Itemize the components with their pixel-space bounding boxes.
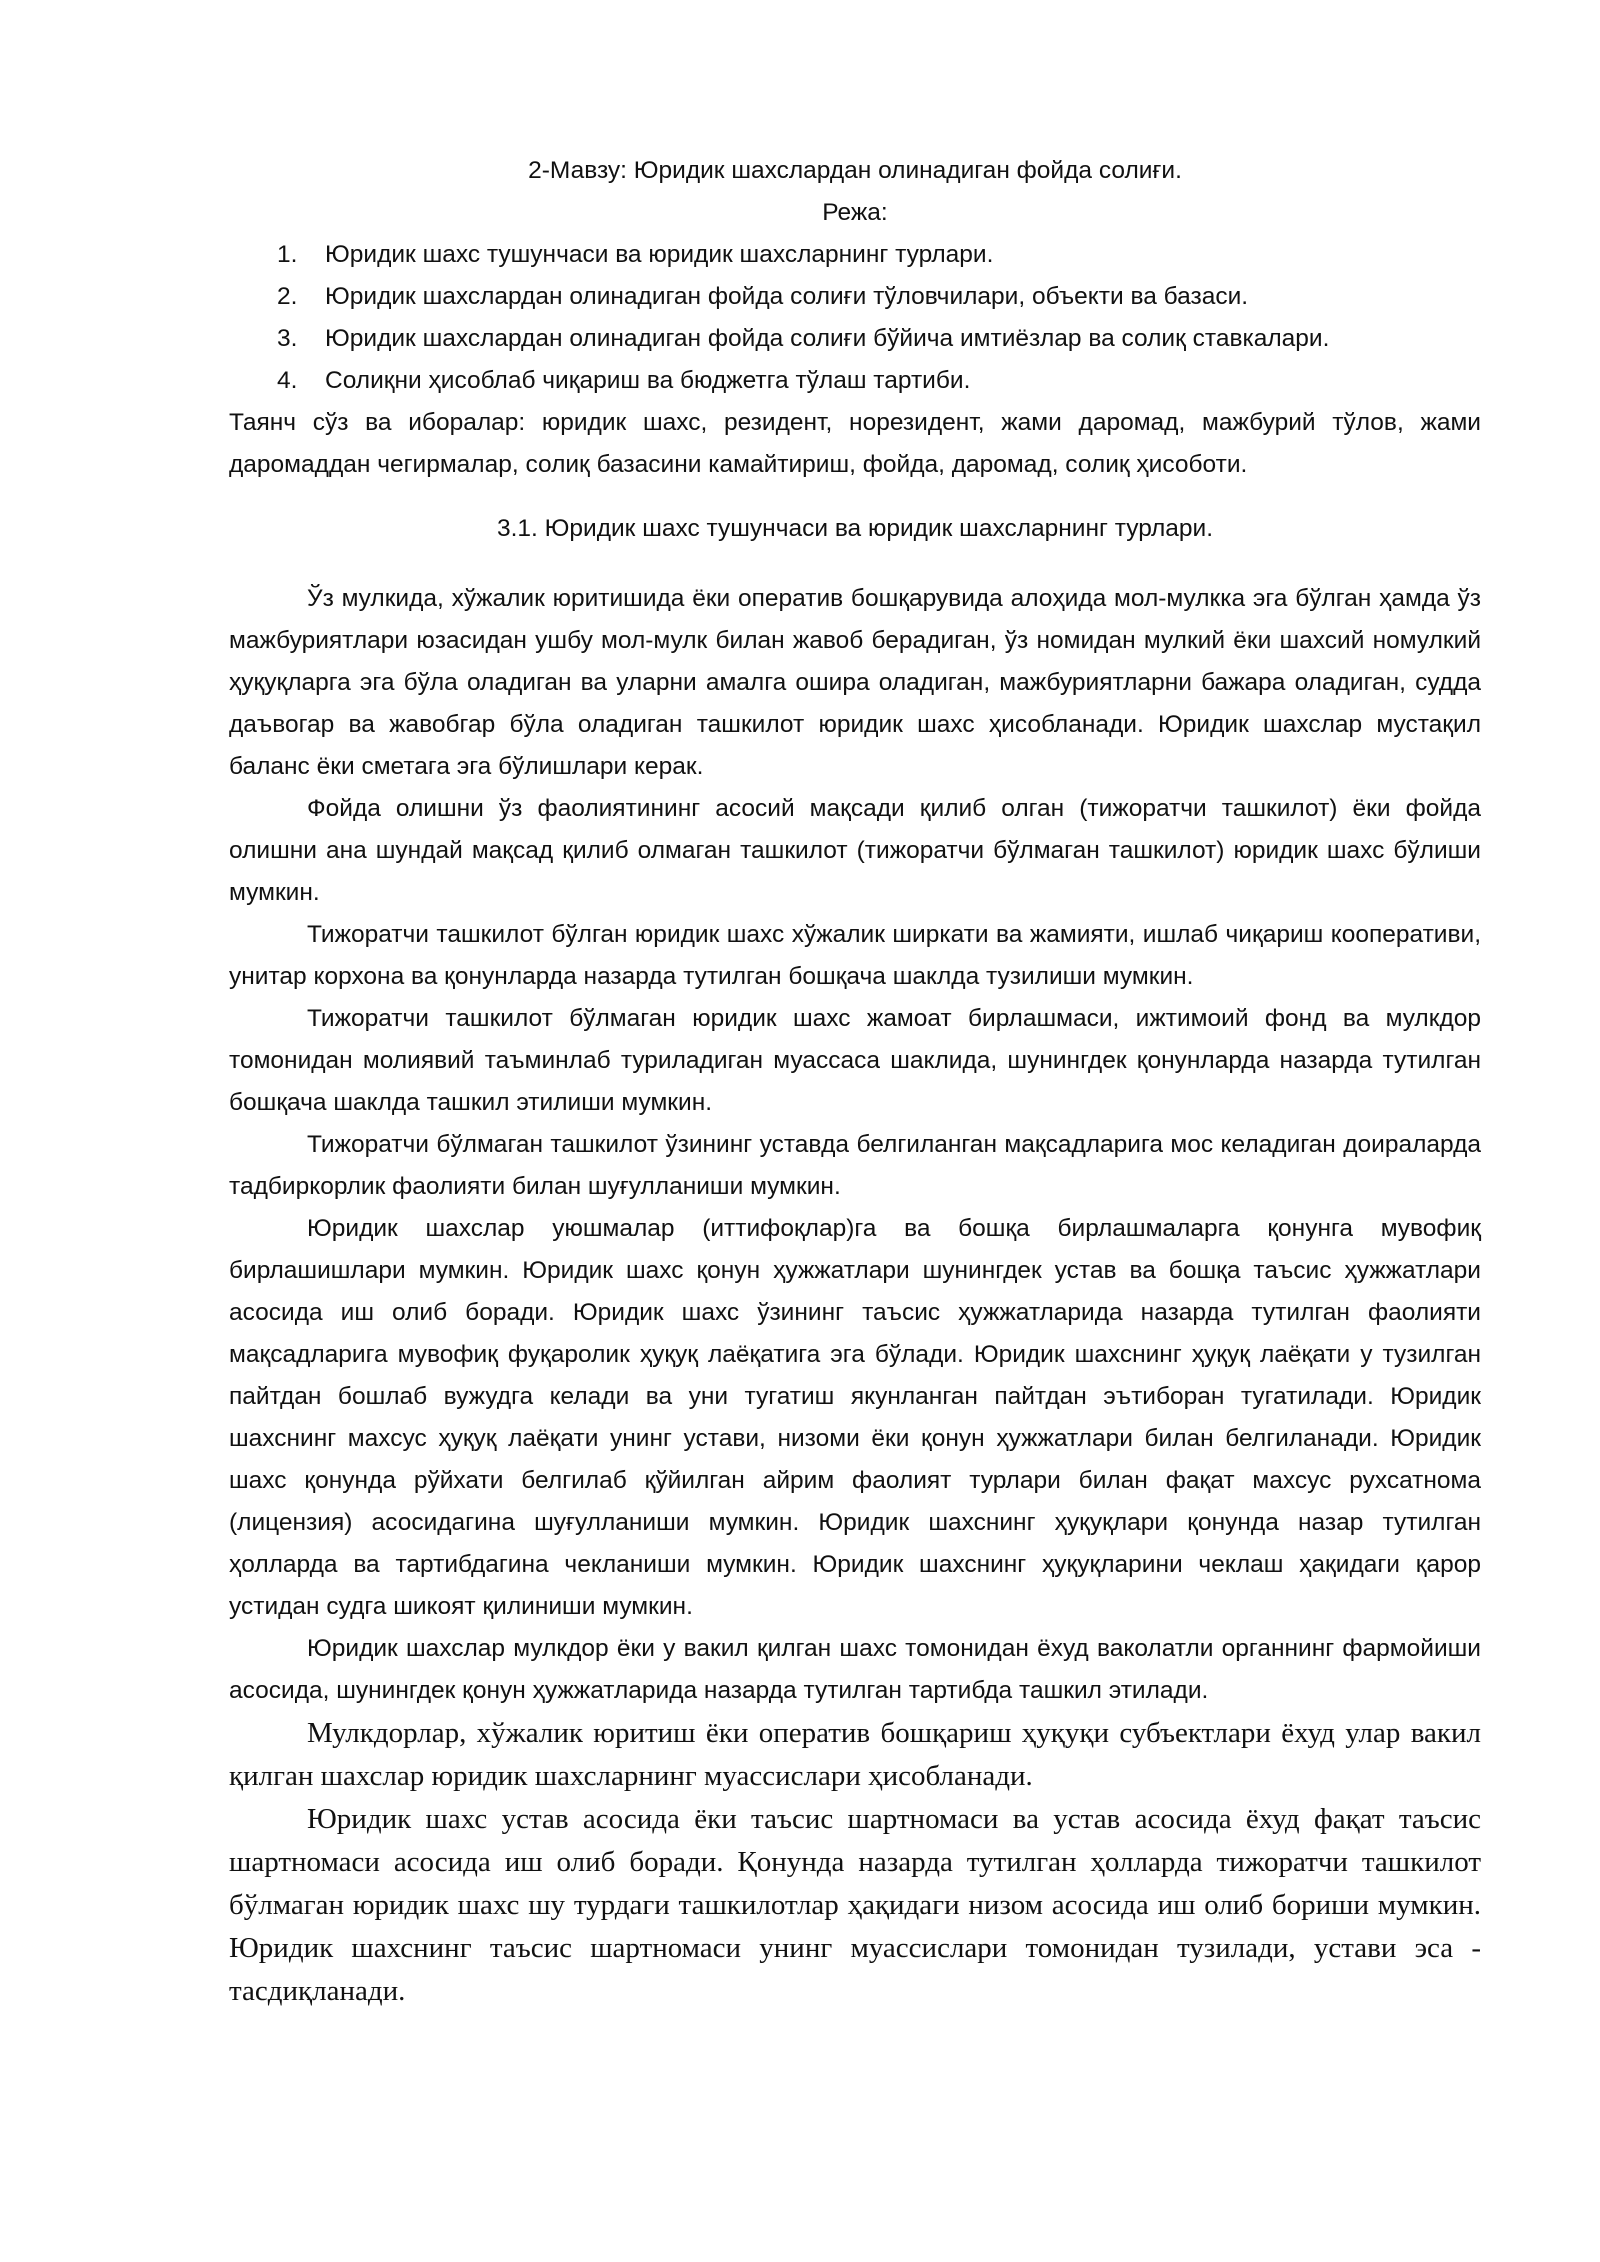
body-paragraph: Мулкдорлар, хўжалик юритиш ёки оператив бошқариш ҳуқуқи субъектлари ёхуд улар вакил қилган шахслар юридик шахсларнинг муассислари ҳисобланади.: [229, 1717, 1481, 1792]
plan-item: [229, 234, 1481, 276]
plan-item: [229, 276, 1481, 318]
document-page: [229, 150, 1481, 2013]
body-paragraph: Ўз мулкида, хўжалик юритишида ёки оператив бошқарувида алоҳида мол-мулкка эга бўлган ҳамда ўз мажбуриятлари юзасидан ушбу мол-мулк билан жавоб берадиган, ўз номидан мулкий ёки шахсий номулкий ҳуқуқларга эга бўла оладиган ва уларни амалга ошира оладиган, мажбуриятларни бажара оладиган, судда даъвогар ва жавобгар бўла оладиган ташкилот юридик шахс ҳисобланади. Юридик шахслар мустақил баланс ёки сметага эга бўлишлари керак.: [229, 585, 1481, 780]
plan-list: [229, 234, 1481, 402]
plan-heading: Режа:: [822, 199, 888, 226]
body-paragraph: Тижоратчи бўлмаган ташкилот ўзининг уставда белгиланган мақсадларига мос келадиган доираларда тадбиркорлик фаолияти билан шуғулланиши мумкин.: [229, 1131, 1481, 1200]
keywords-paragraph: Таянч сўз ва иборалар: юридик шахс, резидент, норезидент, жами даромад, мажбурий тўлов, жами даромаддан чегирмалар, солиқ базасини камайтириш, фойда, даромад, солиқ ҳисоботи.: [229, 409, 1481, 478]
body-paragraph: Юридик шахслар уюшмалар (иттифоқлар)га ва бошқа бирлашмаларга қонунга мувофиқ бирлашишлари мумкин. Юридик шахс қонун ҳужжатлари шунингдек устав ва бошқа таъсис ҳужжатлари асосида иш олиб боради. Юридик шахс ўзининг таъсис ҳужжатларида назарда тутилган фаолияти мақсадларига мувофиқ фуқаролик ҳуқуқ лаёқатига эга бўлади. Юридик шахснинг ҳуқуқ лаёқати у тузилган пайтдан бошлаб вужудга келади ва уни тугатиш якунланган пайтдан эътиборан тугатилади. Юридик шахснинг махсус ҳуқуқ лаёқати унинг устави, низоми ёки қонун ҳужжатлари билан белгиланади. Юридик шахс қонунда рўйхати белгилаб қўйилган айрим фаолият турлари билан фақат махсус рухсатнома (лицензия) асосидагина шуғулланиши мумкин. Юридик шахснинг ҳуқуқлари қонунда назар тутилган ҳолларда ва тартибдагина чекланиши мумкин. Юридик шахснинг ҳуқуқларини чеклаш ҳақидаги қарор устидан судга шикоят қилиниши мумкин.: [229, 1215, 1481, 1620]
body-paragraph: Юридик шахслар мулкдор ёки у вакил қилган шахс томонидан ёхуд ваколатли органнинг фармойиши асосида, шунингдек қонун ҳужжатларида назарда тутилган тартибда ташкил этилади.: [229, 1635, 1481, 1704]
plan-item: [229, 360, 1481, 402]
plan-item: [229, 318, 1481, 360]
plan-item-text: Юридик шахслардан олинадиган фойда солиғи тўловчилари, объекти ва базаси.: [325, 283, 1249, 310]
document-title: 2-Мавзу: Юридик шахслардан олинадиган фойда солиғи.: [528, 157, 1182, 184]
body-paragraph: Тижоратчи ташкилот бўлмаган юридик шахс жамоат бирлашмаси, ижтимоий фонд ва мулкдор томонидан молиявий таъминлаб туриладиган муассаса шаклида, шунингдек қонунларда назарда тутилган бошқача шаклда ташкил этилиши мумкин.: [229, 1005, 1481, 1116]
body-paragraph: Юридик шахс устав асосида ёки таъсис шартномаси ва устав асосида ёхуд фақат таъсис шартномаси асосида иш олиб боради. Қонунда назарда тутилган ҳолларда тижоратчи ташкилот бўлмаган юридик шахс шу турдаги ташкилотлар ҳақидаги низом асосида иш олиб бориши мумкин. Юридик шахснинг таъсис шартномаси унинг муассислари томонидан тузилади, устави эса - тасдиқланади.: [229, 1803, 1481, 2007]
plan-item-number: 4.: [277, 367, 298, 394]
document-body: [229, 578, 1481, 2013]
body-paragraph: Тижоратчи ташкилот бўлган юридик шахс хўжалик ширкати ва жамияти, ишлаб чиқариш кооперативи, унитар корхона ва қонунларда назарда тутилган бошқача шаклда тузилиши мумкин.: [229, 921, 1481, 990]
plan-item-number: 1.: [277, 241, 298, 268]
plan-item-text: Юридик шахс тушунчаси ва юридик шахсларнинг турлари.: [325, 241, 994, 268]
plan-item-number: 3.: [277, 325, 298, 352]
plan-item-text: Юридик шахслардан олинадиган фойда солиғи бўйича имтиёзлар ва солиқ ставкалари.: [325, 325, 1330, 352]
plan-item-number: 2.: [277, 283, 298, 310]
body-paragraph: Фойда олишни ўз фаолиятининг асосий мақсади қилиб олган (тижоратчи ташкилот) ёки фойда олишни ана шундай мақсад қилиб олмаган ташкилот (тижоратчи бўлмаган ташкилот) юридик шахс бўлиши мумкин.: [229, 795, 1481, 906]
plan-item-text: Солиқни ҳисоблаб чиқариш ва бюджетга тўлаш тартиби.: [325, 367, 971, 394]
section-title: 3.1. Юридик шахс тушунчаси ва юридик шахсларнинг турлари.: [496, 515, 1214, 542]
